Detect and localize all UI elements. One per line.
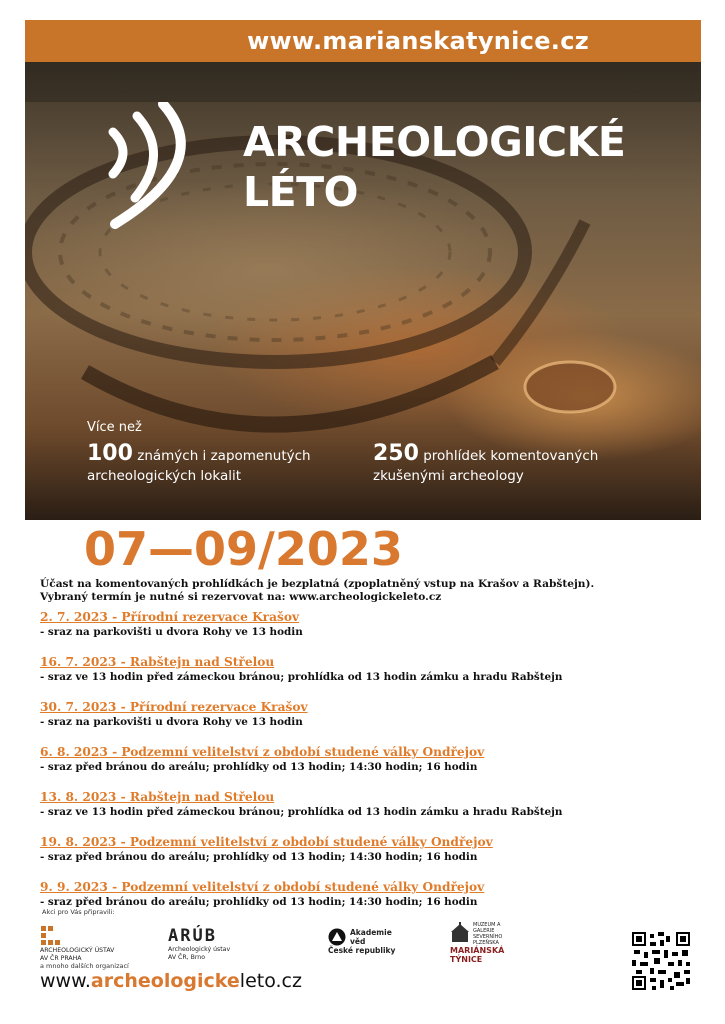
hero-title-line2: LÉTO bbox=[243, 168, 358, 216]
partner-arup-line1: ARCHEOLOGICKÝ ÚSTAV bbox=[40, 947, 115, 954]
partner-museum-line3: MARIÁNSKÁ bbox=[450, 946, 505, 955]
other-organizations: a mnoho dalších organizací bbox=[40, 962, 129, 970]
intro-text: Více než bbox=[87, 420, 142, 435]
partner-museum-line4: TÝNICE bbox=[450, 955, 483, 964]
partner-museum-line1: MUZEUM A GALERIE bbox=[473, 922, 501, 934]
stat-sites bbox=[87, 441, 377, 486]
partner-museum-line2: SEVERNÍHO PLZEŇSKA bbox=[473, 934, 503, 946]
arup-logo-icon bbox=[40, 925, 62, 947]
qr-code-icon[interactable] bbox=[630, 930, 692, 992]
footer-url-accent: archeologicke bbox=[90, 970, 240, 992]
footer-url-prefix: www. bbox=[40, 970, 91, 992]
stat-tours-number: 250 bbox=[373, 441, 419, 466]
event-detail: - sraz před bránou do areálu; prohlídky od 13 hodin; 14:30 hodin; 16 hodin bbox=[40, 896, 478, 908]
partner-arub-line1: Archeologický ústav bbox=[168, 946, 231, 953]
event-detail: - sraz na parkovišti u dvora Rohy ve 13 hodin bbox=[40, 626, 303, 638]
archeological-summer-logo-icon bbox=[85, 102, 215, 232]
stat-sites-text-a: známých i zapomenutých bbox=[132, 448, 311, 464]
stat-sites-text-b: archeologických lokalit bbox=[87, 468, 242, 484]
event-detail: - sraz před bránou do areálu; prohlídky od 13 hodin; 14:30 hodin; 16 hodin bbox=[40, 851, 478, 863]
partner-arub-line2: AV ČR, Brno bbox=[168, 954, 205, 961]
partner-academy bbox=[328, 928, 395, 955]
partners-label: Akci pro Vás připravili: bbox=[42, 908, 115, 916]
hero-title bbox=[243, 117, 625, 217]
footer-website-link[interactable] bbox=[40, 970, 302, 992]
reservation-note bbox=[40, 578, 680, 604]
event-item bbox=[40, 745, 700, 774]
partner-academy-line1: Akademie věd bbox=[350, 928, 392, 946]
partner-academy-line2: České republiky bbox=[328, 946, 396, 955]
event-detail: - sraz na parkovišti u dvora Rohy ve 13 hodin bbox=[40, 716, 303, 728]
academy-logo-icon bbox=[328, 928, 346, 946]
arub-logo-icon: ARÚB bbox=[168, 926, 217, 946]
event-title-link[interactable]: 16. 7. 2023 - Rabštejn nad Střelou bbox=[40, 655, 275, 669]
note-line2: Vybraný termín je nutné si rezervovat na: www.archeologickeleto.cz bbox=[40, 591, 442, 603]
hero-image bbox=[25, 62, 701, 520]
event-title-link[interactable]: 6. 8. 2023 - Podzemní velitelství z období studené války Ondřejov bbox=[40, 745, 485, 759]
partner-arub bbox=[168, 926, 230, 962]
partner-arup-line2: AV ČR PRAHA bbox=[40, 955, 82, 962]
event-list bbox=[40, 610, 700, 925]
event-title-link[interactable]: 19. 8. 2023 - Podzemní velitelství z období studené války Ondřejov bbox=[40, 835, 493, 849]
event-title-link[interactable]: 30. 7. 2023 - Přírodní rezervace Krašov bbox=[40, 700, 308, 714]
date-range: 07—09/2023 bbox=[84, 522, 403, 576]
note-line1: Účast na komentovaných prohlídkách je bezplatná (zpoplatněný vstup na Krašov a Rabštejn). bbox=[40, 578, 595, 590]
event-detail: - sraz před bránou do areálu; prohlídky od 13 hodin; 14:30 hodin; 16 hodin bbox=[40, 761, 478, 773]
event-item bbox=[40, 610, 700, 639]
website-banner[interactable]: www.marianskatynice.cz bbox=[25, 20, 701, 62]
event-item bbox=[40, 700, 700, 729]
event-title-link[interactable]: 2. 7. 2023 - Přírodní rezervace Krašov bbox=[40, 610, 300, 624]
stat-sites-number: 100 bbox=[87, 441, 133, 466]
partner-arup bbox=[40, 925, 114, 963]
event-item bbox=[40, 880, 700, 909]
event-title-link[interactable]: 13. 8. 2023 - Rabštejn nad Střelou bbox=[40, 790, 275, 804]
event-detail: - sraz ve 13 hodin před zámeckou bránou; prohlídka od 13 hodin zámku a hradu Rabštejn bbox=[40, 671, 563, 683]
event-title-link[interactable]: 9. 9. 2023 - Podzemní velitelství z období studené války Ondřejov bbox=[40, 880, 485, 894]
museum-building-icon bbox=[450, 922, 470, 944]
partner-museum bbox=[450, 922, 507, 964]
stat-tours-text-b: zkušenými archeology bbox=[373, 468, 524, 484]
event-detail: - sraz ve 13 hodin před zámeckou bránou; prohlídka od 13 hodin zámku a hradu Rabštejn bbox=[40, 806, 563, 818]
stat-tours bbox=[373, 441, 693, 486]
hero-title-line1: ARCHEOLOGICKÉ bbox=[243, 118, 626, 166]
stat-tours-text-a: prohlídek komentovaných bbox=[418, 448, 599, 464]
footer-url-suffix: leto.cz bbox=[239, 970, 302, 992]
event-item bbox=[40, 655, 700, 684]
event-item bbox=[40, 835, 700, 864]
event-item bbox=[40, 790, 700, 819]
